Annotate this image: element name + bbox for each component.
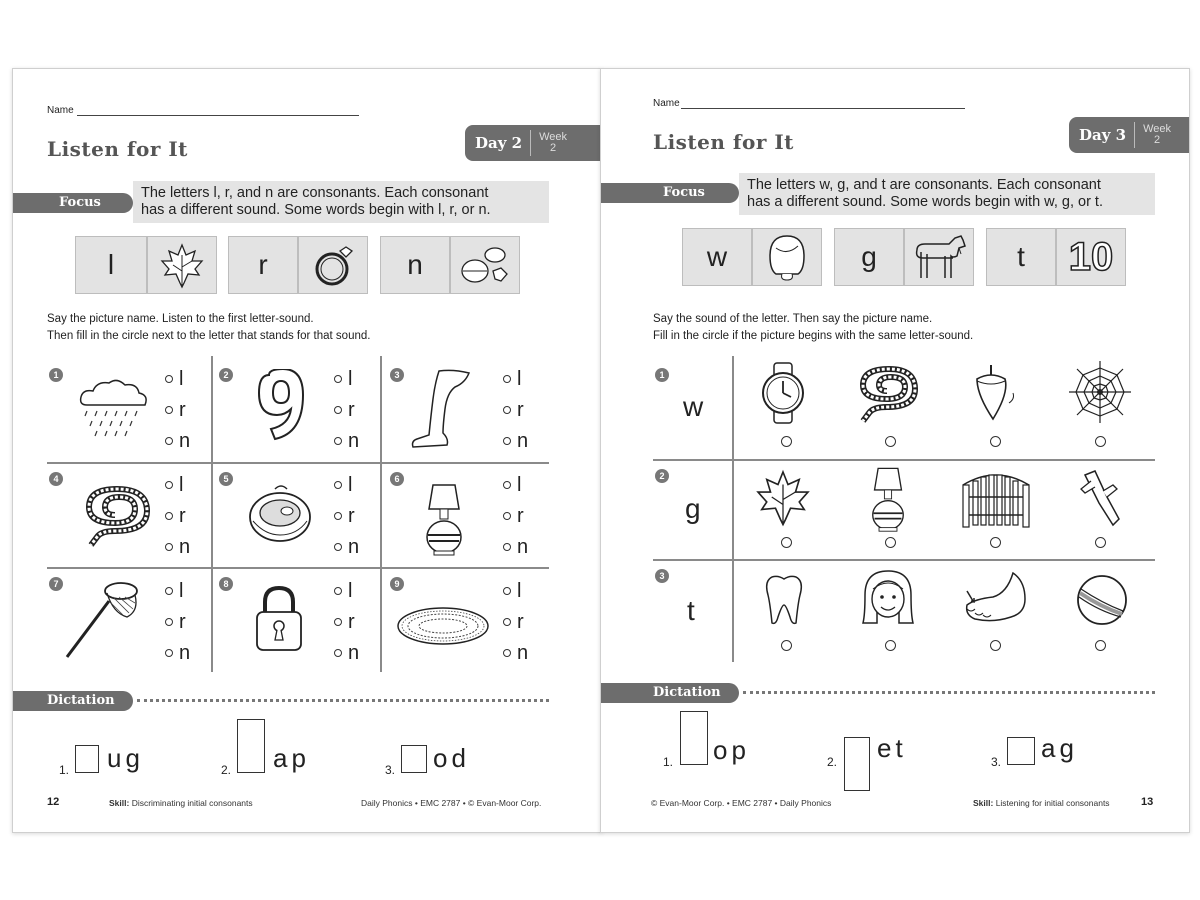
dictation-letter-box[interactable] — [844, 737, 870, 791]
name-label: Name — [47, 105, 74, 116]
answer-options — [165, 475, 190, 557]
lamp-icon — [419, 479, 469, 562]
option-n[interactable]: n — [165, 431, 190, 451]
answer-circle[interactable] — [1095, 640, 1106, 651]
instruction-line-1: Say the sound of the letter. Then say the picture name. — [653, 313, 933, 325]
answer-circle[interactable] — [781, 640, 792, 651]
answer-circle[interactable] — [503, 618, 511, 626]
answer-options — [334, 581, 359, 663]
dictation-number: 2. — [827, 755, 838, 769]
answer-circle[interactable] — [165, 375, 173, 383]
answer-circle[interactable] — [334, 512, 342, 520]
answer-options — [334, 475, 359, 557]
letter-card-t: t — [986, 228, 1056, 286]
option-r[interactable]: r — [165, 612, 190, 632]
name-line[interactable] — [681, 98, 965, 109]
ten-icon: 10 — [1056, 228, 1126, 286]
right-worksheet-page — [600, 68, 1190, 833]
dictation-word: ap — [273, 743, 310, 773]
option-l[interactable]: l — [165, 581, 190, 601]
day-label: Day 2 — [465, 130, 531, 156]
dotted-rule — [743, 691, 1155, 694]
footer-credit: Daily Phonics • EMC 2787 • © Evan-Moor Corp. — [361, 798, 542, 808]
answer-circle[interactable] — [165, 481, 173, 489]
answer-circle[interactable] — [503, 481, 511, 489]
answer-circle[interactable] — [334, 437, 342, 445]
focus-line-2: has a different sound. Some words begin with l, r, or n. — [141, 202, 491, 218]
dictation-word: ag — [1041, 733, 1078, 763]
toe-icon — [963, 571, 1031, 630]
instruction-line-2: Then fill in the circle next to the letter that stands for that sound. — [47, 330, 371, 342]
answer-circle[interactable] — [334, 587, 342, 595]
answer-circle[interactable] — [334, 618, 342, 626]
answer-circle[interactable] — [503, 649, 511, 657]
option-r[interactable]: r — [334, 506, 359, 526]
nest-icon — [245, 481, 315, 552]
grid-line — [47, 567, 549, 569]
instruction-line-1: Say the picture name. Listen to the first letter-sound. — [47, 313, 314, 325]
focus-tag: Focus — [601, 183, 739, 203]
focus-line-2: has a different sound. Some words begin with w, g, or t. — [747, 194, 1103, 210]
girl-icon — [857, 567, 919, 632]
option-l[interactable]: l — [334, 581, 359, 601]
net-icon — [63, 577, 147, 666]
web-icon — [1067, 359, 1133, 430]
answer-circle[interactable] — [334, 375, 342, 383]
dictation-number: 2. — [221, 763, 232, 777]
page-title: Listen for It — [653, 130, 794, 154]
day-tab — [1069, 117, 1189, 153]
answer-circle[interactable] — [781, 537, 792, 548]
answer-circle[interactable] — [165, 437, 173, 445]
instruction-line-2: Fill in the circle if the picture begins with the same letter-sound. — [653, 330, 974, 342]
answer-circle[interactable] — [885, 436, 896, 447]
answer-circle[interactable] — [781, 436, 792, 447]
option-l[interactable]: l — [334, 475, 359, 495]
answer-circle[interactable] — [165, 406, 173, 414]
answer-circle[interactable] — [334, 481, 342, 489]
grid-line — [653, 459, 1155, 461]
option-n[interactable]: n — [503, 643, 528, 663]
grid-line — [47, 462, 549, 464]
option-r[interactable]: r — [503, 506, 528, 526]
dictation-word: op — [713, 735, 750, 765]
left-worksheet-page — [12, 68, 602, 833]
option-r[interactable]: r — [165, 400, 190, 420]
answer-options — [503, 475, 528, 557]
skill-text: Skill: Discriminating initial consonants — [109, 798, 253, 808]
letter-card-r: r — [228, 236, 298, 294]
row-letter: g — [685, 493, 701, 524]
leaf-icon — [147, 236, 217, 294]
answer-circle[interactable] — [165, 543, 173, 551]
answer-circle[interactable] — [503, 437, 511, 445]
row-letter: w — [683, 391, 704, 422]
rain-cloud-icon — [75, 375, 155, 450]
item-number: 2 — [219, 368, 233, 382]
answer-circle[interactable] — [334, 649, 342, 657]
item-number: 2 — [655, 469, 669, 483]
item-number: 6 — [390, 472, 404, 486]
leg-icon — [409, 369, 475, 456]
leaf-icon — [751, 467, 815, 532]
answer-options — [503, 369, 528, 451]
top-icon — [969, 363, 1019, 428]
item-number: 5 — [219, 472, 233, 486]
option-n[interactable]: n — [165, 537, 190, 557]
answer-circle[interactable] — [1095, 537, 1106, 548]
option-r[interactable]: r — [334, 612, 359, 632]
rug-icon — [395, 604, 491, 653]
gate-icon — [959, 467, 1033, 534]
item-number: 3 — [655, 569, 669, 583]
name-label: Name — [653, 98, 680, 109]
dictation-letter-box[interactable] — [401, 745, 427, 773]
answer-circle[interactable] — [990, 537, 1001, 548]
item-number: 1 — [49, 368, 63, 382]
letter-card-n: n — [380, 236, 450, 294]
answer-circle[interactable] — [503, 512, 511, 520]
wig-icon — [752, 228, 822, 286]
day-tab — [465, 125, 601, 161]
answer-options — [165, 369, 190, 451]
answer-circle[interactable] — [334, 406, 342, 414]
option-l[interactable]: l — [503, 475, 528, 495]
number-nine-icon — [255, 369, 311, 446]
option-n[interactable]: n — [503, 537, 528, 557]
dotted-rule — [137, 699, 549, 702]
grid-line — [380, 356, 382, 672]
focus-tag: Focus — [13, 193, 133, 213]
item-number: 3 — [390, 368, 404, 382]
nuts-icon — [450, 236, 520, 294]
option-n[interactable]: n — [165, 643, 190, 663]
dictation-tag: Dictation — [13, 691, 133, 711]
option-n[interactable]: n — [503, 431, 528, 451]
page-title: Listen for It — [47, 137, 188, 161]
rope-icon — [75, 479, 155, 554]
answer-options — [165, 581, 190, 663]
item-number: 4 — [49, 472, 63, 486]
ring-icon — [298, 236, 368, 294]
option-n[interactable]: n — [334, 537, 359, 557]
item-number: 8 — [219, 577, 233, 591]
watch-icon — [756, 361, 810, 430]
option-n[interactable]: n — [334, 431, 359, 451]
footer-credit: © Evan-Moor Corp. • EMC 2787 • Daily Phonics — [651, 798, 832, 808]
dictation-word: et — [877, 733, 907, 763]
ball-icon — [1075, 573, 1129, 632]
option-r[interactable]: r — [503, 612, 528, 632]
letter-card-g: g — [834, 228, 904, 286]
option-l[interactable]: l — [503, 369, 528, 389]
focus-text — [739, 173, 1155, 215]
item-number: 9 — [390, 577, 404, 591]
answer-circle[interactable] — [165, 618, 173, 626]
lamp-icon — [865, 463, 911, 538]
option-l[interactable]: l — [165, 369, 190, 389]
answer-circle[interactable] — [334, 543, 342, 551]
answer-circle[interactable] — [503, 375, 511, 383]
answer-circle[interactable] — [885, 640, 896, 651]
row-letter: t — [687, 595, 695, 626]
week-label: Week 2 — [1143, 123, 1172, 146]
item-number: 1 — [655, 368, 669, 382]
answer-circle[interactable] — [990, 640, 1001, 651]
focus-line-1: The letters w, g, and t are consonants. Each consonant — [747, 177, 1101, 193]
skill-text: Skill: Listening for initial consonants — [973, 798, 1110, 808]
dictation-number: 1. — [663, 755, 674, 769]
answer-circle[interactable] — [165, 649, 173, 657]
answer-circle[interactable] — [503, 543, 511, 551]
option-n[interactable]: n — [334, 643, 359, 663]
instructions — [653, 311, 973, 345]
answer-options — [503, 581, 528, 663]
answer-circle[interactable] — [503, 406, 511, 414]
answer-circle[interactable] — [990, 436, 1001, 447]
answer-circle[interactable] — [165, 512, 173, 520]
grid-line — [653, 559, 1155, 561]
dictation-letter-box[interactable] — [1007, 737, 1035, 765]
lock-icon — [253, 584, 305, 659]
dictation-tag: Dictation — [601, 683, 739, 703]
dictation-number: 3. — [991, 755, 1002, 769]
goat-icon — [904, 228, 974, 286]
answer-circle[interactable] — [165, 587, 173, 595]
page-number: 12 — [47, 796, 60, 808]
page-number: 13 — [1141, 796, 1154, 808]
dictation-number: 3. — [385, 763, 396, 777]
dictation-word: od — [433, 743, 470, 773]
letter-card-w: w — [682, 228, 752, 286]
option-r[interactable]: r — [165, 506, 190, 526]
tooth-icon — [764, 573, 804, 632]
name-line[interactable] — [77, 105, 359, 116]
focus-line-1: The letters l, r, and n are consonants. Each consonant — [141, 185, 489, 201]
item-number: 7 — [49, 577, 63, 591]
answer-circle[interactable] — [503, 587, 511, 595]
option-l[interactable]: l — [334, 369, 359, 389]
grid-line — [732, 356, 734, 662]
option-r[interactable]: r — [503, 400, 528, 420]
dictation-letter-box[interactable] — [680, 711, 708, 765]
day-label: Day 3 — [1069, 122, 1135, 148]
answer-circle[interactable] — [885, 537, 896, 548]
option-l[interactable]: l — [503, 581, 528, 601]
answer-options — [334, 369, 359, 451]
dictation-word: ug — [107, 743, 144, 773]
option-r[interactable]: r — [334, 400, 359, 420]
rope-icon — [851, 361, 921, 428]
dictation-number: 1. — [59, 763, 70, 777]
grid-line — [211, 356, 213, 672]
option-l[interactable]: l — [165, 475, 190, 495]
focus-text — [133, 181, 549, 223]
week-label: Week 2 — [539, 131, 568, 154]
dictation-letter-box[interactable] — [75, 745, 99, 773]
letter-card-l: l — [75, 236, 147, 294]
dictation-letter-box[interactable] — [237, 719, 265, 773]
answer-circle[interactable] — [1095, 436, 1106, 447]
log-icon — [1077, 467, 1127, 534]
instructions — [47, 311, 370, 345]
